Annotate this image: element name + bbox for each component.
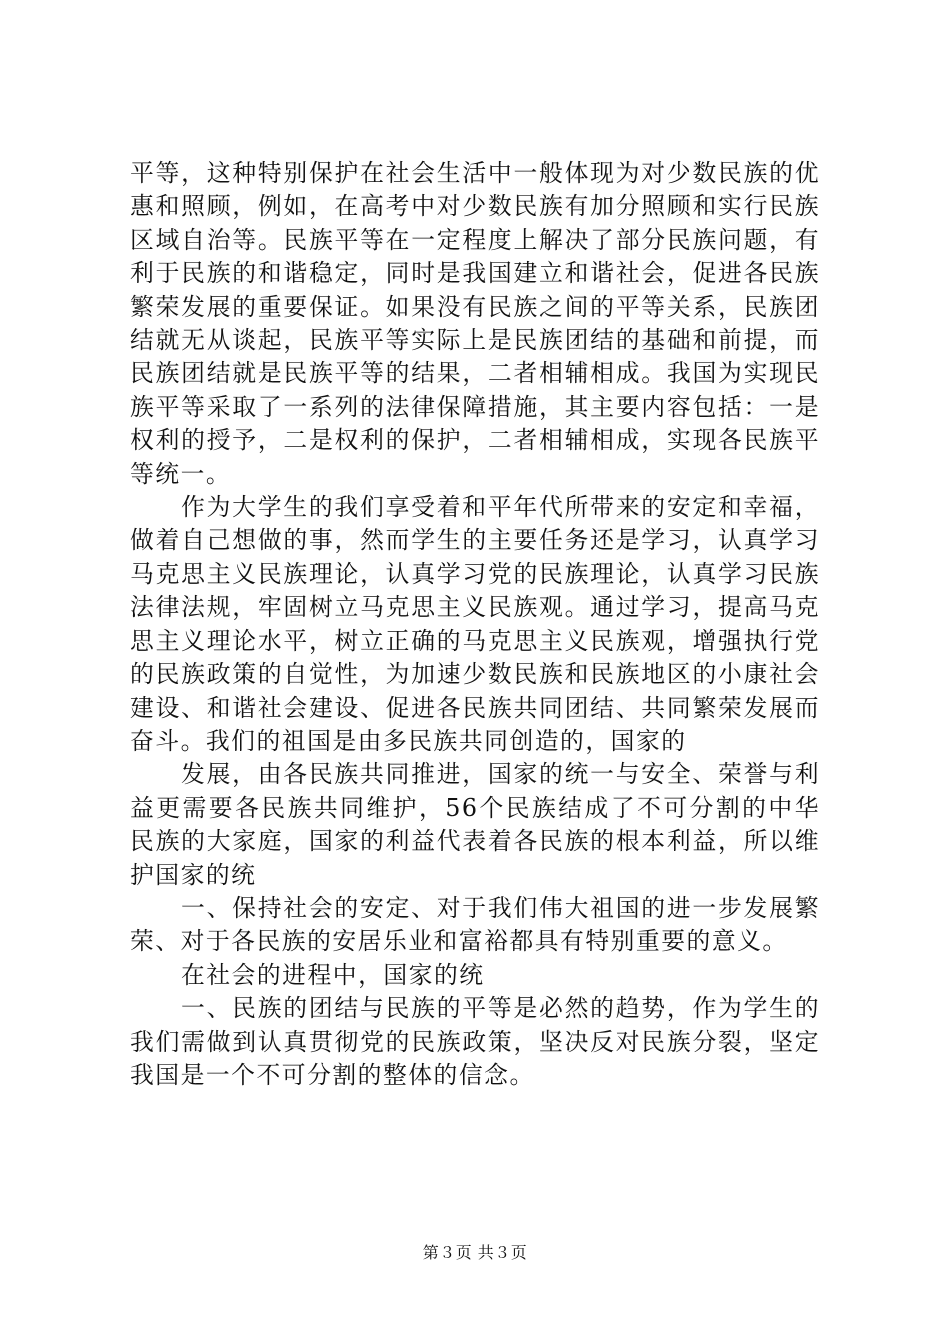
paragraph-2: 作为大学生的我们享受着和平年代所带来的安定和幸福，做着自己想做的事，然而学生的主要任务还是学习，认真学习马克思主义民族理论，认真学习党的民族理论，认真学习民族法律法规，牢固树立马克思主义民族观。通过学习，提高马克思主义理论水平，树立正确的马克思主义民族观，增强执行党的民族政策的自觉性，为加速少数民族和民族地区的小康社会建设、和谐社会建设、促进各民族共同团结、共同繁荣发展而奋斗。我们的祖国是由多民族共同创造的，国家的 <box>130 493 820 755</box>
page-number-footer: 第３页 共３页 <box>422 1243 528 1262</box>
paragraph-4: 一、保持社会的安定、对于我们伟大祖国的进一步发展繁荣、对于各民族的安居乐业和富裕都具有特别重要的意义。 <box>130 893 820 956</box>
paragraph-3: 发展，由各民族共同推进，国家的统一与安全、荣誉与利益更需要各民族共同维护，56个民族结成了不可分割的中华民族的大家庭，国家的利益代表着各民族的根本利益，所以维护国家的统 <box>130 760 820 889</box>
document-body <box>130 157 820 1092</box>
paragraph-6: 一、民族的团结与民族的平等是必然的趋势，作为学生的我们需做到认真贯彻党的民族政策，坚决反对民族分裂，坚定我国是一个不可分割的整体的信念。 <box>130 994 820 1089</box>
paragraph-5: 在社会的进程中，国家的统 <box>181 960 485 989</box>
paragraph-1: 平等，这种特别保护在社会生活中一般体现为对少数民族的优惠和照顾，例如，在高考中对少数民族有加分照顾和实行民族区域自治等。民族平等在一定程度上解决了部分民族问题，有利于民族的和谐稳定，同时是我国建立和谐社会，促进各民族繁荣发展的重要保证。如果没有民族之间的平等关系，民族团结就无从谈起，民族平等实际上是民族团结的基础和前提，而民族团结就是民族平等的结果，二者相辅相成。我国为实现民族平等采取了一系列的法律保障措施，其主要内容包括：一是权利的授予，二是权利的保护，二者相辅相成，实现各民族平等统一。 <box>130 159 820 488</box>
